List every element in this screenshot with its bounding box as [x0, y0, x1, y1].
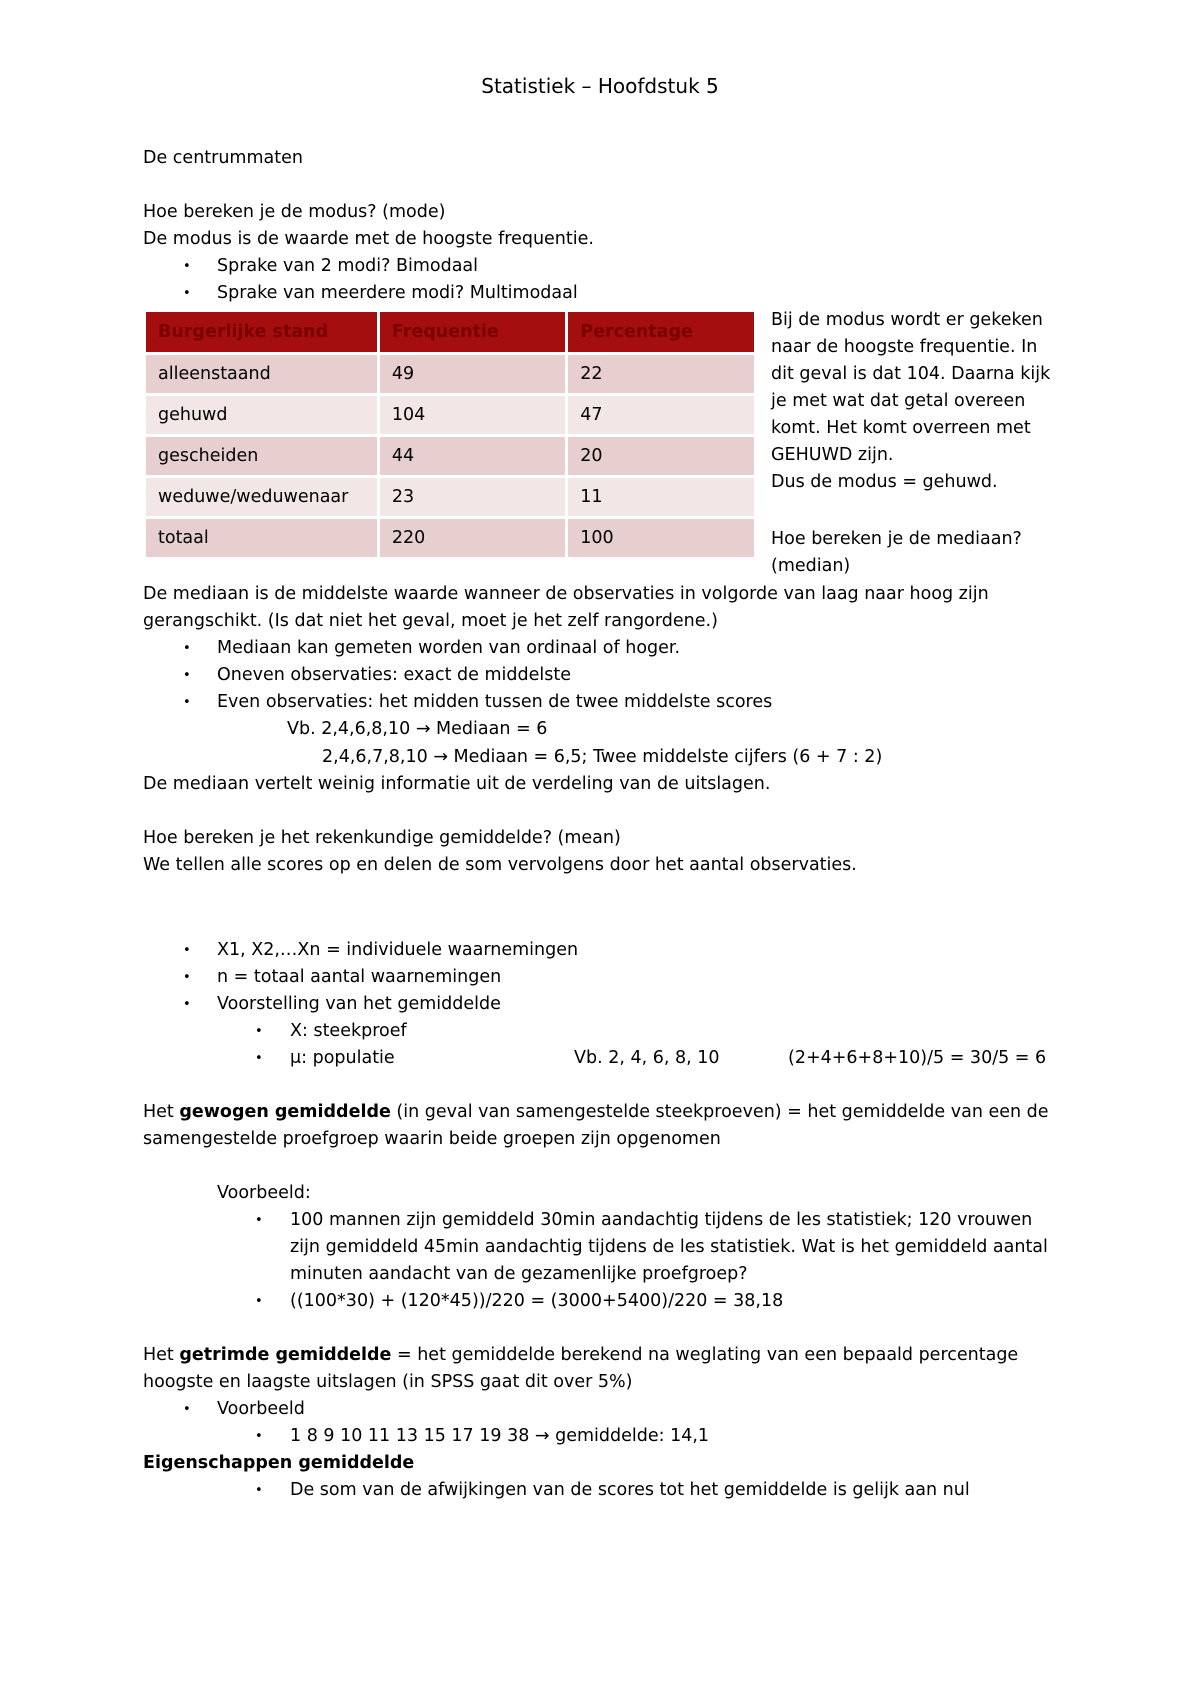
eigenschappen-bullet: De som van de afwijkingen van de scores tot het gemiddelde is gelijk aan nul [290, 1480, 970, 1500]
bullet-icon: • [255, 1429, 263, 1444]
bullet-icon: • [183, 641, 191, 656]
table-cell: gehuwd [146, 396, 377, 434]
table-cell: 44 [380, 437, 565, 475]
table-cell: 220 [380, 519, 565, 557]
table-header-cell: Percentage [568, 312, 754, 352]
mediaan-conclusion: De mediaan vertelt weinig informatie uit de verdeling van de uitslagen. [143, 774, 771, 794]
mediaan-question: Hoe bereken je de mediaan? [771, 529, 1022, 549]
mediaan-bullet-3: Even observaties: het midden tussen de twee middelste scores [217, 692, 773, 712]
side-note-line: Bij de modus wordt er gekeken [771, 310, 1043, 330]
frequency-table [143, 309, 757, 560]
mean-bullet-3: Voorstelling van het gemiddelde [217, 994, 501, 1014]
gewogen-voorbeeld: Voorbeeld: [217, 1183, 311, 1203]
table-row [146, 396, 754, 434]
side-note-line: naar de hoogste frequentie. In [771, 337, 1038, 357]
modus-definition: De modus is de waarde met de hoogste frequentie. [143, 229, 594, 249]
table-row [146, 355, 754, 393]
modus-bullet-1: Sprake van 2 modi? Bimodaal [217, 256, 479, 276]
page-title: Statistiek – Hoofdstuk 5 [481, 74, 719, 98]
table-cell: alleenstaand [146, 355, 377, 393]
modus-bullet-2: Sprake van meerdere modi? Multimodaal [217, 283, 578, 303]
mean-calculation: (2+4+6+8+10)/5 = 30/5 = 6 [788, 1048, 1047, 1068]
side-note-line: dit geval is dat 104. Daarna kijk [771, 364, 1051, 384]
gewogen-example-2: zijn gemiddeld 45min aandachtig tijdens de les statistiek. Wat is het gemiddeld aantal [290, 1237, 1048, 1257]
mean-example: Vb. 2, 4, 6, 8, 10 [574, 1048, 720, 1068]
table-header-cell: Burgerlijke stand [146, 312, 377, 352]
bullet-icon: • [183, 997, 191, 1012]
getrimd-voorbeeld: Voorbeeld [217, 1399, 305, 1419]
table-cell: 49 [380, 355, 565, 393]
eigenschappen-heading: Eigenschappen gemiddelde [143, 1453, 415, 1473]
bullet-icon: • [183, 695, 191, 710]
bullet-icon: • [183, 668, 191, 683]
mediaan-question-2: (median) [771, 556, 851, 576]
table-header-row [146, 312, 754, 352]
bullet-icon: • [183, 286, 191, 301]
table-cell: 104 [380, 396, 565, 434]
bullet-icon: • [183, 259, 191, 274]
side-note-line: je met wat dat getal overeen [771, 391, 1026, 411]
bullet-icon: • [183, 1402, 191, 1417]
mediaan-example-1: Vb. 2,4,6,8,10 → Mediaan = 6 [287, 719, 548, 739]
side-note-line: komt. Het komt overreen met [771, 418, 1031, 438]
table-cell: gescheiden [146, 437, 377, 475]
mediaan-bullet-2: Oneven observaties: exact de middelste [217, 665, 571, 685]
mean-sub-1: X: steekproef [290, 1021, 407, 1041]
getrimd-example: 1 8 9 10 11 13 15 17 19 38 → gemiddelde: 14,1 [290, 1426, 710, 1446]
gewogen-example-3: minuten aandacht van de gezamenlijke proefgroep? [290, 1264, 748, 1284]
bullet-icon: • [183, 970, 191, 985]
bullet-icon: • [255, 1051, 263, 1066]
getrimd-line-1: Het getrimde gemiddelde = het gemiddelde berekend na weglating van een bepaald percentage [143, 1345, 1019, 1365]
table-cell: 100 [568, 519, 754, 557]
mediaan-example-2: 2,4,6,7,8,10 → Mediaan = 6,5; Twee middelste cijfers (6 + 7 : 2) [322, 747, 883, 767]
gewogen-term: gewogen gemiddelde [179, 1102, 391, 1122]
mean-question: Hoe bereken je het rekenkundige gemiddelde? (mean) [143, 828, 621, 848]
table-cell: 20 [568, 437, 754, 475]
mediaan-def-2: gerangschikt. (Is dat niet het geval, moet je het zelf rangordene.) [143, 611, 718, 631]
gewogen-calculation: ((100*30) + (120*45))/220 = (3000+5400)/220 = 38,18 [290, 1291, 784, 1311]
table-cell: weduwe/weduwenaar [146, 478, 377, 516]
table-row [146, 437, 754, 475]
bullet-icon: • [183, 943, 191, 958]
gewogen-example-1: 100 mannen zijn gemiddeld 30min aandachtig tijdens de les statistiek; 120 vrouwen [290, 1210, 1033, 1230]
mediaan-def-1: De mediaan is de middelste waarde wanneer de observaties in volgorde van laag naar hoog zijn [143, 584, 989, 604]
section-heading: De centrummaten [143, 148, 303, 168]
table-header-cell: Frequentie [380, 312, 565, 352]
table-cell: 11 [568, 478, 754, 516]
getrimd-line-2: hoogste en laagste uitslagen (in SPSS gaat dit over 5%) [143, 1372, 633, 1392]
mean-bullet-2: n = totaal aantal waarnemingen [217, 967, 502, 987]
mean-bullet-1: X1, X2,…Xn = individuele waarnemingen [217, 940, 579, 960]
bullet-icon: • [255, 1294, 263, 1309]
side-note-line: GEHUWD zijn. [771, 445, 894, 465]
getrimd-term: getrimde gemiddelde [179, 1345, 392, 1365]
table-cell: 22 [568, 355, 754, 393]
gewogen-line-1: Het gewogen gemiddelde (in geval van samengestelde steekproeven) = het gemiddelde van een de [143, 1102, 1049, 1122]
mean-sub-2: μ: populatie [290, 1048, 395, 1068]
modus-question: Hoe bereken je de modus? (mode) [143, 202, 446, 222]
table-cell: 47 [568, 396, 754, 434]
side-note-line: Dus de modus = gehuwd. [771, 472, 998, 492]
table-cell: totaal [146, 519, 377, 557]
mean-definition: We tellen alle scores op en delen de som vervolgens door het aantal observaties. [143, 855, 857, 875]
bullet-icon: • [255, 1024, 263, 1039]
table-cell: 23 [380, 478, 565, 516]
table-row [146, 478, 754, 516]
table-row [146, 519, 754, 557]
bullet-icon: • [255, 1483, 263, 1498]
gewogen-line-2: samengestelde proefgroep waarin beide groepen zijn opgenomen [143, 1129, 721, 1149]
mediaan-bullet-1: Mediaan kan gemeten worden van ordinaal of hoger. [217, 638, 681, 658]
bullet-icon: • [255, 1213, 263, 1228]
